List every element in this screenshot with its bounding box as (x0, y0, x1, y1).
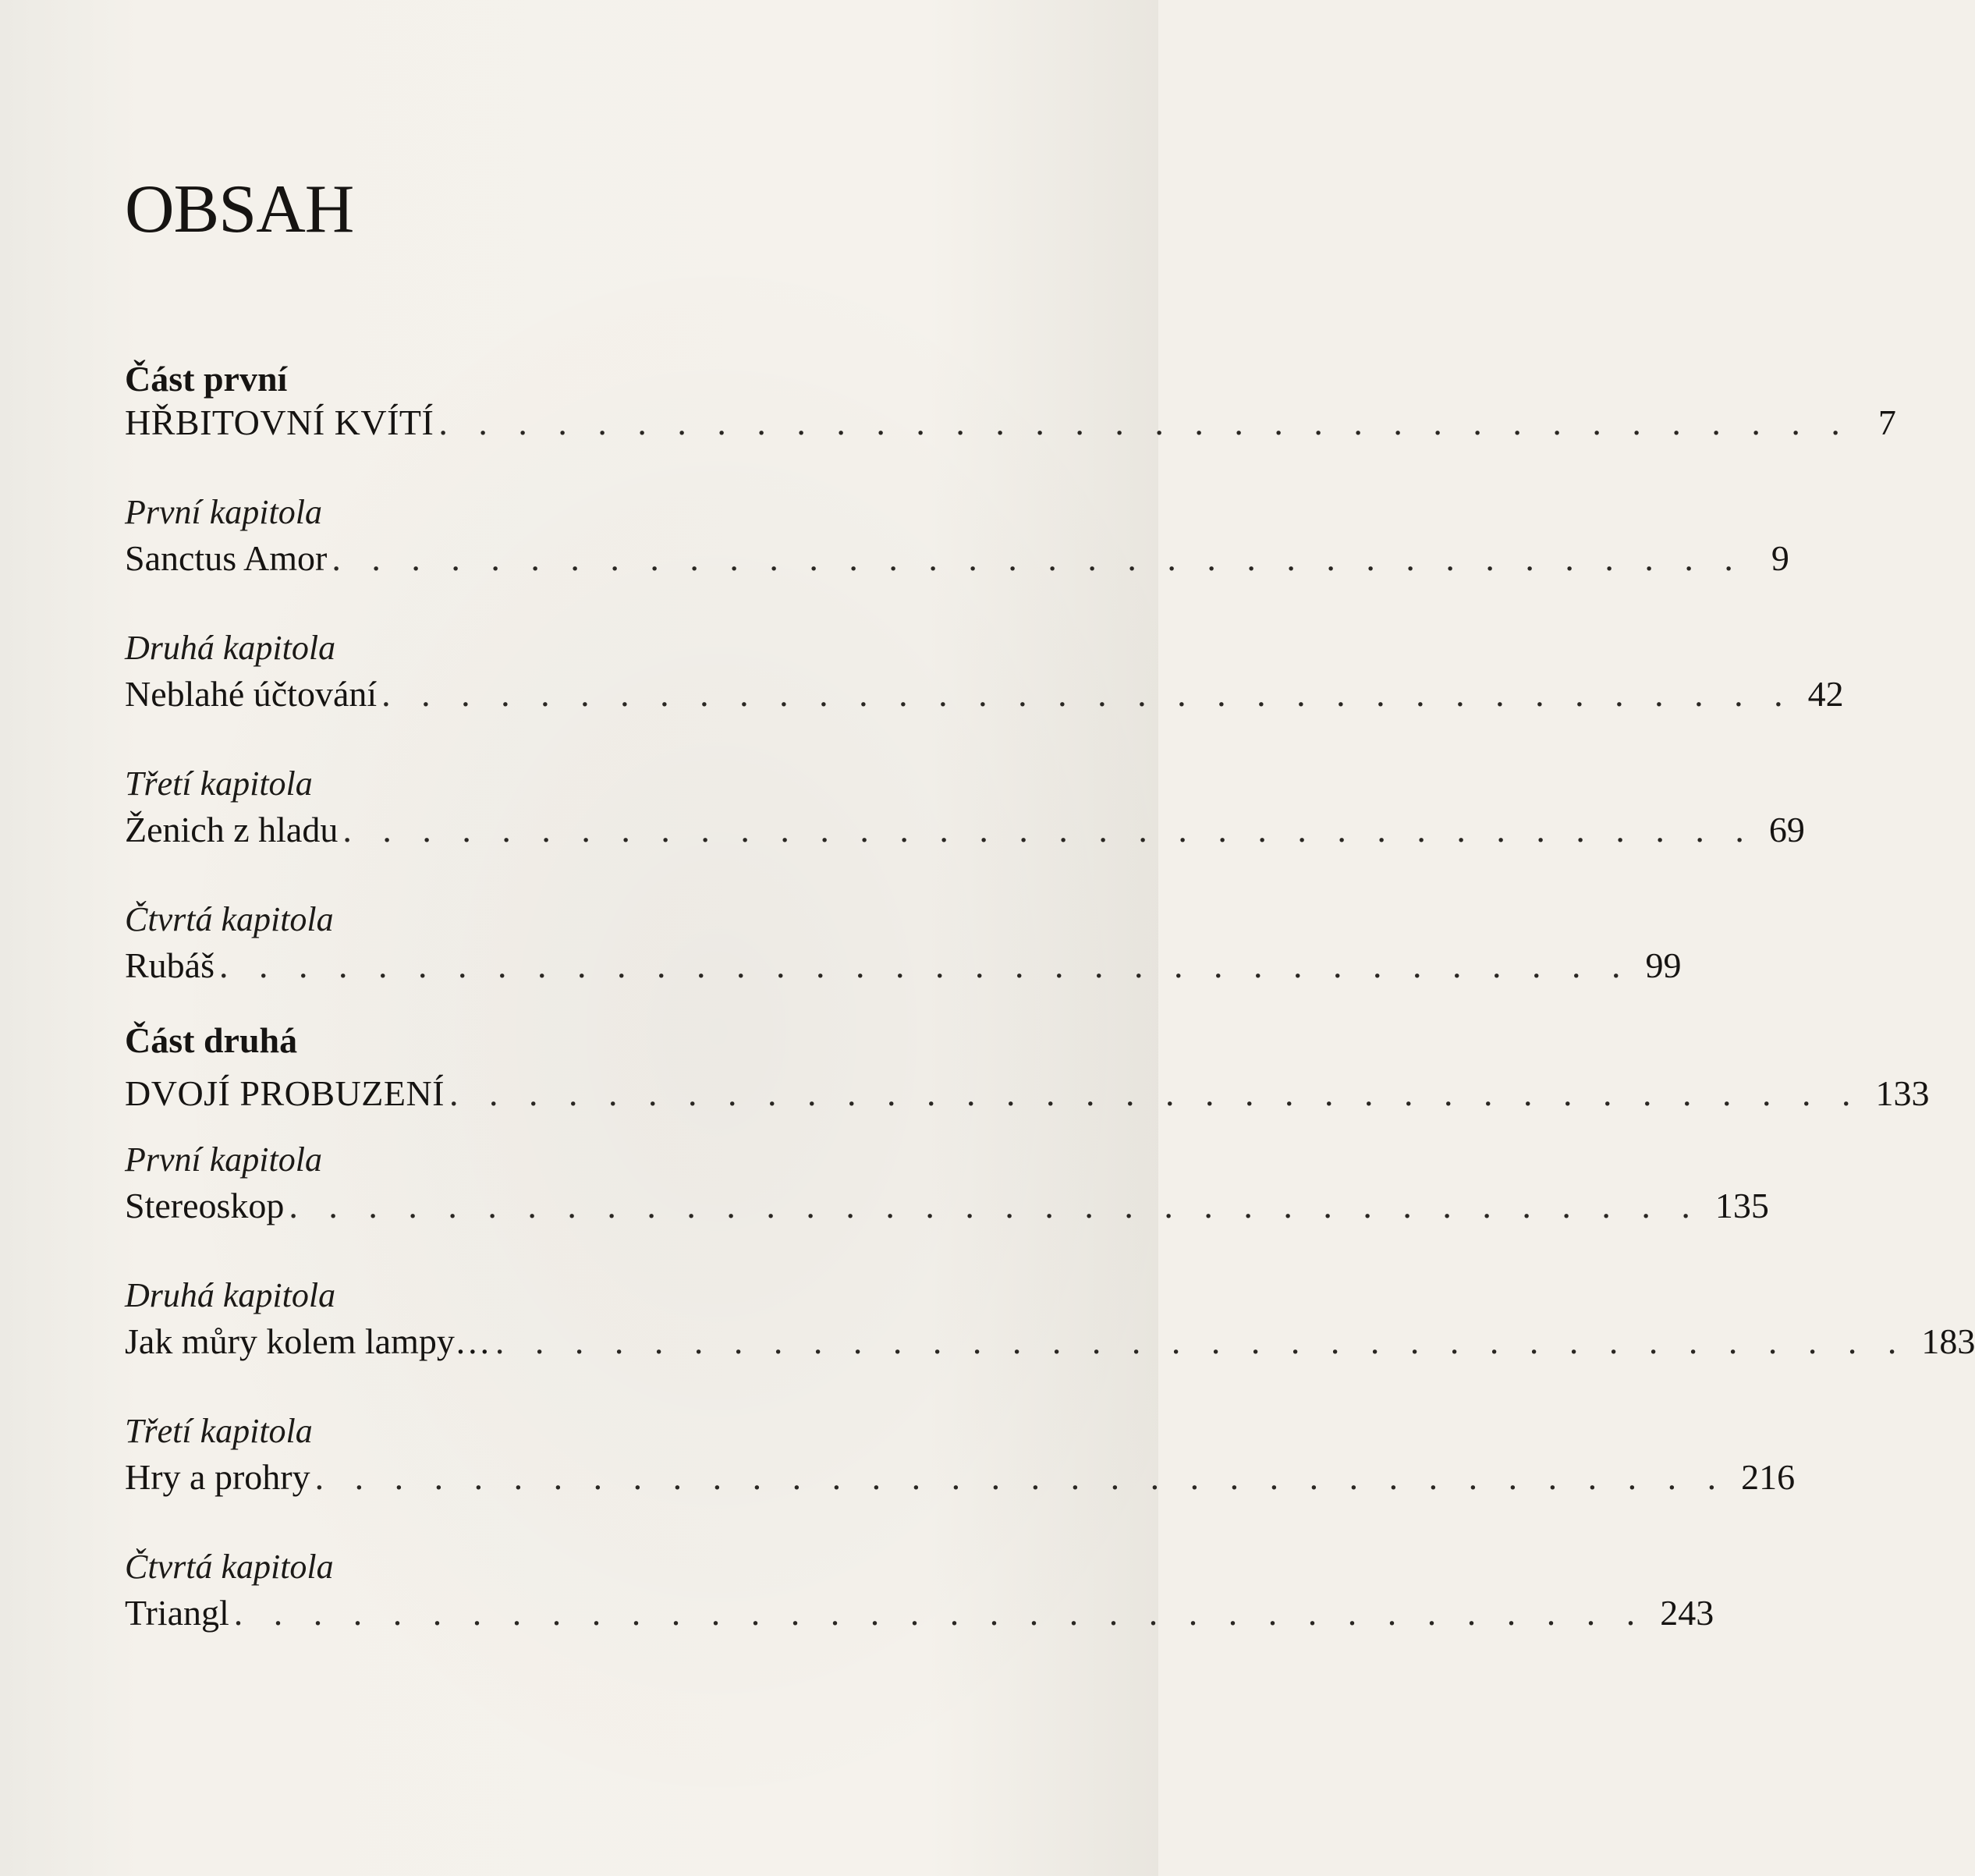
chapter-label: Čtvrtá kapitola (125, 1548, 334, 1586)
chapter-row (125, 810, 1805, 849)
page-number: 133 (1875, 1073, 1930, 1113)
page-number: 135 (1714, 1186, 1769, 1225)
page-number: 9 (1771, 538, 1789, 578)
chapter-title: Rubáš (125, 945, 215, 985)
chapter-row (125, 1457, 1796, 1497)
page-number: 69 (1768, 810, 1805, 849)
chapter-title: Neblahé účtování (125, 674, 378, 714)
part-title: HŘBITOVNÍ KVÍTÍ (125, 403, 434, 442)
chapter-row (125, 538, 1789, 578)
dot-leader: . . . . . . . . . . . . . . . . . . . . . . . . . . . . . . . . . . . . (332, 538, 1744, 578)
part-section-1 (125, 359, 1896, 985)
chapter-title: Jak můry kolem lampy… (125, 1321, 491, 1361)
chapter-label: Druhá kapitola (125, 1276, 336, 1314)
part-label: Část druhá (125, 1020, 298, 1060)
part-title-row (125, 1073, 1930, 1113)
part-title-row (125, 403, 1896, 442)
chapter-entry (125, 629, 1844, 714)
dot-leader: . . . . . . . . . . . . . . . . . . . . . . . . . . . . . . . . . . . . (289, 1186, 1701, 1225)
chapter-title: Sanctus Amor (125, 538, 328, 578)
chapter-label: První kapitola (125, 493, 322, 531)
chapter-row (125, 1186, 1769, 1225)
chapter-row (125, 945, 1682, 985)
chapter-label: Třetí kapitola (125, 1412, 313, 1450)
page-number: 7 (1877, 403, 1896, 442)
dot-leader: . . . . . . . . . . . . . . . . . . . . . . . . . . . . . . . . . . . . (219, 945, 1632, 985)
chapter-entry (125, 1412, 1796, 1497)
part-label: Část první (125, 359, 288, 399)
table-of-contents (125, 172, 1975, 1633)
chapter-title: Ženich z hladu (125, 810, 339, 849)
dot-leader: . . . . . . . . . . . . . . . . . . . . . . . . . . . . . . . . . . . . (233, 1593, 1647, 1633)
dot-leader: . . . . . . . . . . . . . . . . . . . . . . . . . . . . . . . . . . . . (314, 1457, 1728, 1497)
dot-leader: . . . . . . . . . . . . . . . . . . . . . . . . . . . . . . . . . . . . (381, 674, 1794, 714)
dot-leader: . . . . . . . . . . . . . . . . . . . . . . . . . . . . . . . . . . . . (495, 1321, 1908, 1361)
chapter-title: Triangl (125, 1593, 229, 1633)
chapter-title: Stereoskop (125, 1186, 285, 1225)
chapter-row (125, 1321, 1975, 1361)
chapter-title: Hry a prohry (125, 1457, 310, 1497)
chapter-entry (125, 900, 1682, 985)
chapter-label: Třetí kapitola (125, 764, 313, 803)
chapter-label: První kapitola (125, 1140, 322, 1179)
chapter-row (125, 674, 1844, 714)
chapter-label: Čtvrtá kapitola (125, 900, 334, 938)
page-number: 42 (1807, 674, 1844, 714)
chapter-entry (125, 1548, 1714, 1633)
page-number: 99 (1645, 945, 1682, 985)
page-title: OBSAH (125, 172, 354, 247)
dot-leader: . . . . . . . . . . . . . . . . . . . . . . . . . . . . . . . . . . . . (449, 1073, 1862, 1113)
chapter-entry (125, 1276, 1975, 1361)
chapter-label: Druhá kapitola (125, 629, 336, 667)
chapter-entry (125, 493, 1789, 578)
part-section-2 (125, 1020, 1975, 1633)
page-number: 243 (1660, 1593, 1714, 1633)
chapter-row (125, 1593, 1714, 1633)
page-number: 216 (1741, 1457, 1796, 1497)
page-number: 183 (1921, 1321, 1975, 1361)
dot-leader: . . . . . . . . . . . . . . . . . . . . . . . . . . . . . . . . . . . . (342, 810, 1755, 849)
chapter-entry (125, 1140, 1769, 1225)
chapter-entry (125, 764, 1805, 849)
dot-leader: . . . . . . . . . . . . . . . . . . . . . . . . . . . . . . . . . . . . (438, 403, 1851, 442)
part-title: DVOJÍ PROBUZENÍ (125, 1073, 445, 1113)
